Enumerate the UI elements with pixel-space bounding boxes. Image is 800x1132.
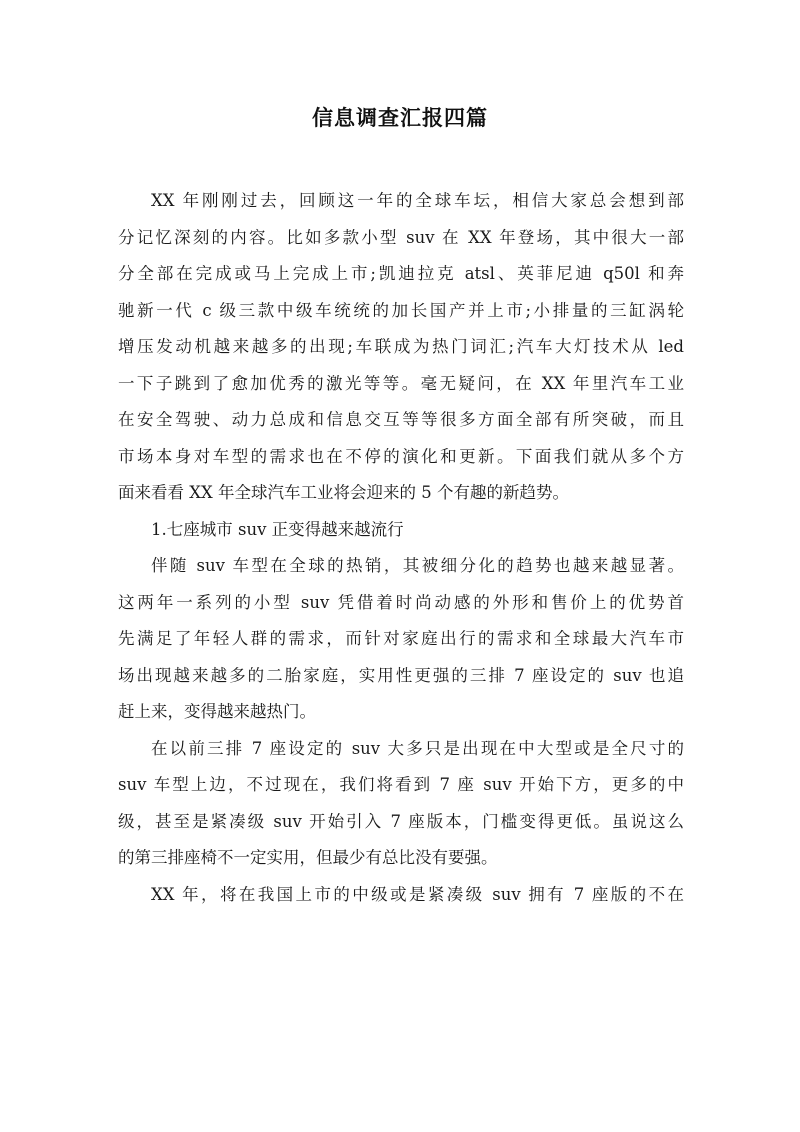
paragraph-1 <box>118 186 684 509</box>
text-line: 场出现越来越多的二胎家庭，实用性更强的三排 7 座设定的 suv 也追 <box>118 665 684 685</box>
text-line: 一下子跳到了愈加优秀的激光等等。毫无疑问，在 XX 年里汽车工业 <box>118 373 684 393</box>
text-line: 这两年一系列的小型 suv 凭借着时尚动感的外形和售价上的优势首 <box>118 592 684 612</box>
text-line: 驰新一代 c 级三款中级车统统的加长国产并上市;小排量的三缸涡轮 <box>118 300 684 320</box>
section-heading <box>118 515 684 546</box>
text-line: 分记忆深刻的内容。比如多款小型 suv 在 XX 年登场，其中很大一部 <box>118 227 684 247</box>
text-line: 在以前三排 7 座设定的 suv 大多只是出现在中大型或是全尺寸的 <box>151 738 684 758</box>
text-line: 市场本身对车型的需求也在不停的演化和更新。下面我们就从多个方 <box>118 446 684 466</box>
document-body <box>118 186 684 910</box>
text-line: 增压发动机越来越多的出现;车联成为热门词汇;汽车大灯技术从 led <box>118 337 684 356</box>
text-line: XX 年，将在我国上市的中级或是紧凑级 suv 拥有 7 座版的不在 <box>151 884 684 904</box>
text-line: 分全部在完成或马上完成上市;凯迪拉克 atsl、英菲尼迪 q50l 和奔 <box>118 264 684 283</box>
text-line: 伴随 suv 车型在全球的热销，其被细分化的趋势也越来越显著。 <box>151 556 684 575</box>
text-line: 在安全驾驶、动力总成和信息交互等等很多方面全部有所突破，而且 <box>118 410 684 429</box>
text-line: 先满足了年轻人群的需求，而针对家庭出行的需求和全球最大汽车市 <box>118 629 684 648</box>
text-line: XX 年刚刚过去，回顾这一年的全球车坛，相信大家总会想到部 <box>151 191 684 210</box>
text-line: 面来看看 XX 年全球汽车工业将会迎来的 5 个有趣的新趋势。 <box>118 483 569 502</box>
paragraph-3 <box>118 734 684 874</box>
text-line: 赶上来，变得越来越热门。 <box>118 702 316 721</box>
text-line: 1.七座城市 suv 正变得越来越流行 <box>151 519 404 539</box>
paragraph-2 <box>118 551 684 728</box>
text-line: 级，甚至是紧凑级 suv 开始引入 7 座版本，门槛变得更低。虽说这么 <box>118 811 684 831</box>
paragraph-4 <box>118 880 684 911</box>
text-line: 的第三排座椅不一定实用，但最少有总比没有要强。 <box>118 848 498 867</box>
text-line: suv 车型上边，不过现在，我们将看到 7 座 suv 开始下方，更多的中 <box>118 775 684 794</box>
document-title: 信息调查汇报四篇 <box>312 105 488 130</box>
